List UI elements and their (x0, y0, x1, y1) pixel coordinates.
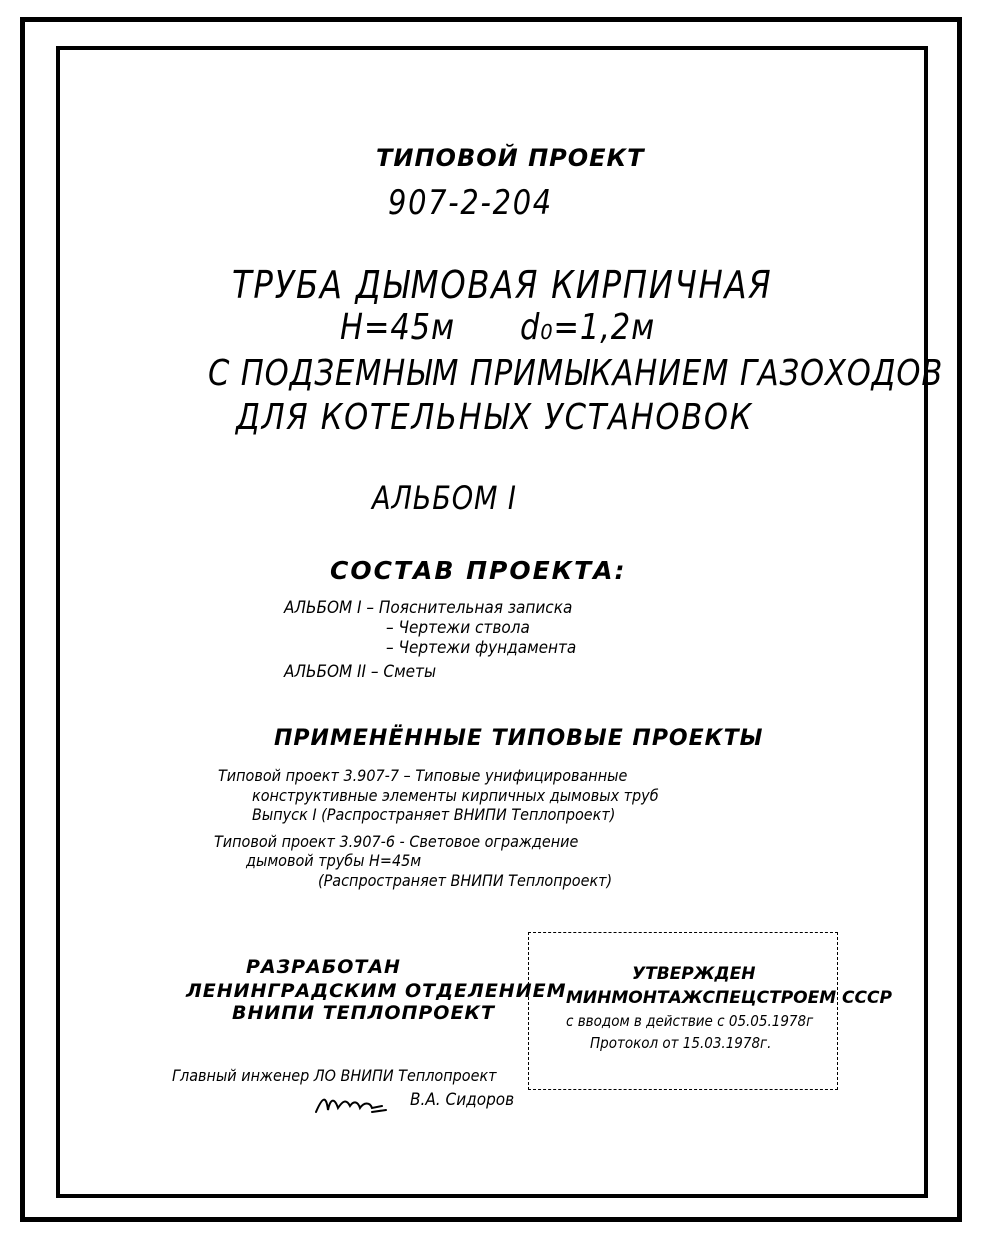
developer-line-3: ВНИПИ ТЕПЛОПРОЕКТ (232, 1002, 495, 1024)
approval-line-3: с вводом в действие с 05.05.1978г (566, 1012, 814, 1030)
developer-line-1: РАЗРАБОТАН (246, 956, 401, 978)
applied-line: дымовой трубы Н=45м (246, 851, 422, 870)
composition-item: – Чертежи фундамента (386, 638, 577, 658)
developer-line-2: ЛЕНИНГРАДСКИМ ОТДЕЛЕНИЕМ (186, 980, 567, 1002)
approval-line-2: МИНМОНТАЖСПЕЦСТРОЕМ СССР (566, 988, 892, 1008)
approval-stamp (528, 932, 838, 1090)
project-type-label: ТИПОВОЙ ПРОЕКТ (376, 144, 645, 172)
title-height: Н=45м (340, 307, 455, 348)
applied-line: (Распространяет ВНИПИ Теплопроект) (318, 871, 613, 890)
project-number: 907-2-204 (388, 183, 553, 223)
title-line-1: ТРУБА ДЫМОВАЯ КИРПИЧНАЯ (232, 263, 773, 307)
composition-item: АЛЬБОМ II – Сметы (284, 662, 437, 682)
approval-line-4: Протокол от 15.03.1978г. (590, 1034, 772, 1052)
title-line-4: ДЛЯ КОТЕЛЬНЫХ УСТАНОВОК (236, 397, 754, 438)
composition-item: – Чертежи ствола (386, 618, 530, 638)
title-line-3: С ПОДЗЕМНЫМ ПРИМЫКАНИЕМ ГАЗОХОДОВ (208, 353, 944, 394)
approval-line-1: УТВЕРЖДЕН (632, 964, 756, 984)
signature-icon (312, 1088, 402, 1118)
title-diameter: d₀=1,2м (520, 307, 656, 348)
applied-line: Типовой проект 3.907-7 – Типовые унифицированные (218, 766, 628, 785)
chief-engineer-name: В.А. Сидоров (410, 1090, 515, 1110)
applied-projects-heading: ПРИМЕНЁННЫЕ ТИПОВЫЕ ПРОЕКТЫ (274, 726, 764, 751)
chief-engineer-title: Главный инженер ЛО ВНИПИ Теплопроект (172, 1066, 497, 1085)
applied-line: конструктивные элементы кирпичных дымовых труб (252, 786, 659, 805)
applied-line: Типовой проект 3.907-6 - Световое ограждение (214, 832, 579, 851)
composition-heading: СОСТАВ ПРОЕКТА: (330, 556, 627, 585)
applied-line: Выпуск I (Распространяет ВНИПИ Теплопроект) (252, 805, 616, 824)
composition-item: АЛЬБОМ I – Пояснительная записка (284, 598, 573, 618)
album-label: АЛЬБОМ I (372, 479, 517, 517)
